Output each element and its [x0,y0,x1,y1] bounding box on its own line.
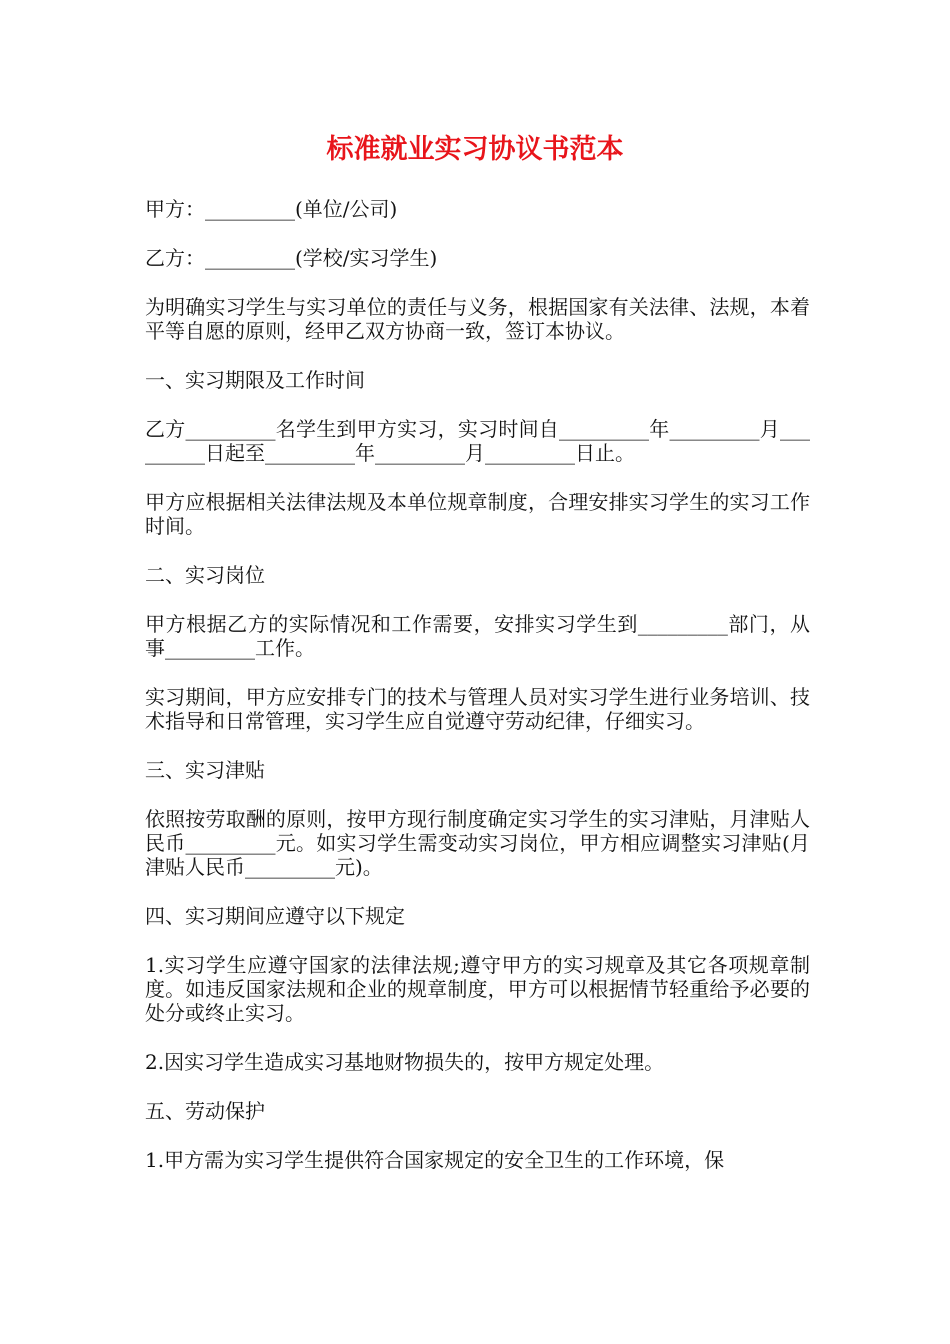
position-paragraph: 甲方根据乙方的实际情况和工作需要，安排实习学生到_________部门，从事_________工作。 [145,612,810,660]
rule-item-2: 2.因实习学生造成实习基地财物损失的，按甲方规定处理。 [145,1050,665,1074]
document-body [145,197,810,1197]
preamble-paragraph: 为明确实习学生与实习单位的责任与义务，根据国家有关法律、法规，本着平等自愿的原则，经甲乙双方协商一致，签订本协议。 [145,295,810,343]
party-a-line: 甲方：_________(单位/公司) [145,197,398,221]
section-heading-4: 四、实习期间应遵守以下规定 [145,904,405,928]
training-paragraph: 实习期间，甲方应安排专门的技术与管理人员对实习学生进行业务培训、技术指导和日常管理，实习学生应自觉遵守劳动纪律，仔细实习。 [145,685,810,733]
party-b-line: 乙方：_________(学校/实习学生) [145,246,438,270]
section-heading-3: 三、实习津贴 [145,758,265,782]
protection-item-1: 1.甲方需为实习学生提供符合国家规定的安全卫生的工作环境，保 [145,1148,725,1172]
section-heading-1: 一、实习期限及工作时间 [145,368,365,392]
work-time-paragraph: 甲方应根据相关法律法规及本单位规章制度，合理安排实习学生的实习工作时间。 [145,490,810,538]
document-title: 标准就业实习协议书范本 [326,134,624,165]
internship-period-paragraph: 乙方_________名学生到甲方实习，实习时间自_________年_________月_________日起至_________年_________月_________日止。 [145,417,810,465]
section-heading-2: 二、实习岗位 [145,563,265,587]
section-heading-5: 五、劳动保护 [145,1099,265,1123]
rule-item-1: 1.实习学生应遵守国家的法律法规;遵守甲方的实习规章及其它各项规章制度。如违反国家法规和企业的规章制度，甲方可以根据情节轻重给予必要的处分或终止实习。 [145,953,810,1025]
allowance-paragraph: 依照按劳取酬的原则，按甲方现行制度确定实习学生的实习津贴，月津贴人民币_________元。如实习学生需变动实习岗位，甲方相应调整实习津贴(月津贴人民币_________元)。 [145,807,810,879]
